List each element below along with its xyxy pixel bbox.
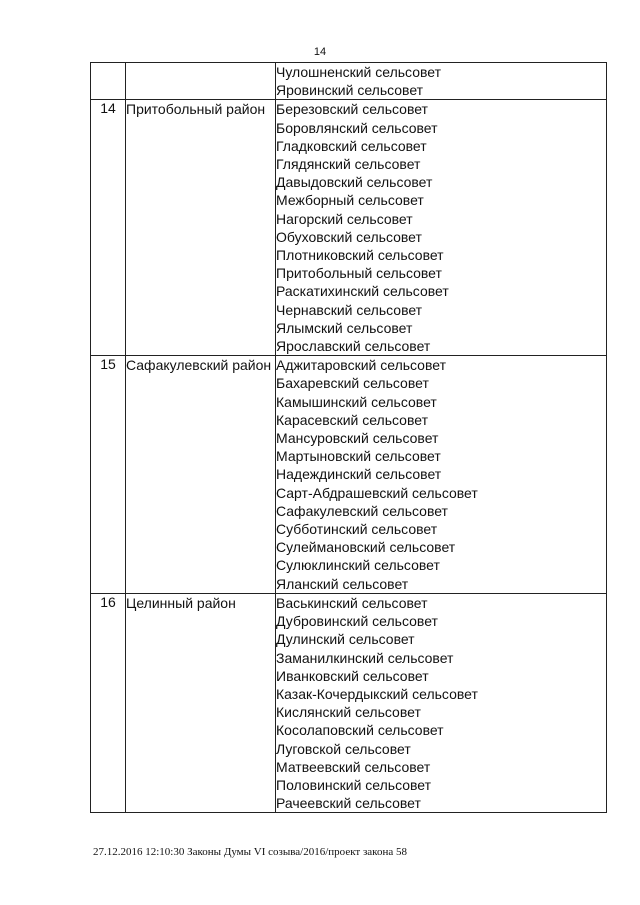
council-item: Кислянский сельсовет: [276, 704, 421, 721]
council-item: Сулеймановский сельсовет: [276, 539, 456, 556]
council-item: Сулюклинский сельсовет: [276, 557, 440, 574]
district-name: Притобольный район: [126, 100, 276, 356]
council-item: Матвеевский сельсовет: [276, 758, 431, 775]
council-item: Камышинский сельсовет: [276, 393, 437, 410]
council-item: Притобольный сельсовет: [276, 265, 442, 282]
council-item: Аджитаровский сельсовет: [276, 357, 446, 374]
council-item: Дулинский сельсовет: [276, 631, 415, 648]
council-item: Половинский сельсовет: [276, 776, 432, 793]
council-item: Обуховский сельсовет: [276, 228, 422, 245]
council-item: Яровинский сельсовет: [276, 82, 424, 99]
table-row: [91, 356, 607, 594]
council-item: Глядянский сельсовет: [276, 156, 421, 173]
council-item: Рачеевский сельсовет: [276, 795, 421, 812]
council-item: Сафакулевский сельсовет: [276, 502, 448, 519]
council-item: Мансуровский сельсовет: [276, 430, 439, 447]
council-item: Гладковский сельсовет: [276, 137, 427, 154]
council-item: Плотниковский сельсовет: [276, 247, 444, 264]
council-item: Ялымский сельсовет: [276, 319, 413, 336]
council-item: Надеждинский сельсовет: [276, 466, 442, 483]
council-item: Нагорский сельсовет: [276, 210, 413, 227]
district-name: Целинный район: [126, 593, 276, 812]
council-item: Бахаревский сельсовет: [276, 375, 429, 392]
council-item: Сарт-Абдрашевский сельсовет: [276, 484, 478, 501]
council-item: Межборный сельсовет: [276, 192, 424, 209]
council-item: Карасевский сельсовет: [276, 411, 428, 428]
council-item: Ярославский сельсовет: [276, 338, 431, 355]
page-number: 14: [313, 46, 327, 58]
document-footer: 27.12.2016 12:10:30 Законы Думы VI созыва/2016/проект закона 58: [93, 846, 407, 858]
table-row: [91, 593, 607, 812]
row-number: 16: [91, 593, 126, 812]
table-row: [91, 100, 607, 356]
council-item: Косолаповский сельсовет: [276, 722, 444, 739]
council-item: Боровлянский сельсовет: [276, 119, 438, 136]
district-name: Сафакулевский район: [126, 356, 276, 594]
row-number: 14: [91, 100, 126, 356]
council-item: Чернавский сельсовет: [276, 301, 423, 318]
council-item: Иванковский сельсовет: [276, 667, 429, 684]
council-item: Субботинский сельсовет: [276, 521, 438, 538]
council-item: Березовский сельсовет: [276, 101, 428, 118]
row-number: 15: [91, 356, 126, 594]
council-item: Мартыновский сельсовет: [276, 448, 441, 465]
council-list: [276, 63, 607, 100]
council-item: Яланский сельсовет: [276, 575, 409, 592]
council-list: [276, 593, 607, 812]
districts-table: [90, 62, 607, 813]
row-number: [91, 63, 126, 100]
table-row: [91, 63, 607, 100]
districts-table-body: [91, 63, 607, 813]
council-item: Васькинский сельсовет: [276, 594, 428, 611]
council-item: Заманилкинский сельсовет: [276, 649, 454, 666]
council-list: [276, 356, 607, 594]
council-item: Давыдовский сельсовет: [276, 174, 433, 191]
council-item: Дубровинский сельсовет: [276, 613, 438, 630]
council-item: Раскатихинский сельсовет: [276, 283, 449, 300]
council-list: [276, 100, 607, 356]
council-item: Луговской сельсовет: [276, 740, 411, 757]
district-name: [126, 63, 276, 100]
council-item: Чулошненский сельсовет: [276, 64, 442, 80]
council-item: Казак-Кочердыкский сельсовет: [276, 685, 478, 702]
